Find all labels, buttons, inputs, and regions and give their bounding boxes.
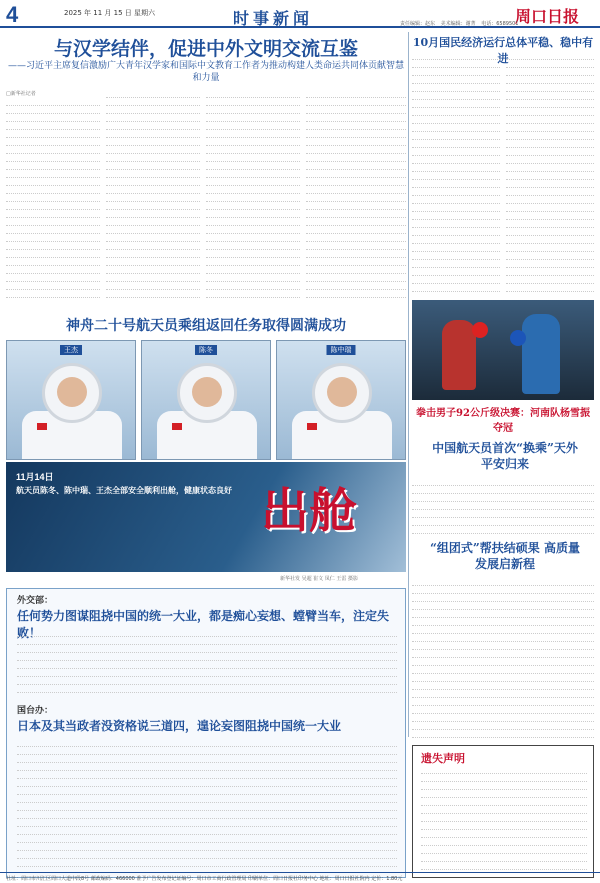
astronaut-name: 王杰	[60, 345, 82, 355]
column-divider	[408, 32, 409, 737]
astronaut-photo	[276, 340, 406, 460]
photo-credit: 新华社发 吴超 崔文 凤仁 王雷 摄影	[280, 576, 358, 582]
editor-line: 电话：6589501	[481, 21, 519, 27]
astronaut-name: 陈中瑞	[327, 345, 356, 355]
astronaut-photo	[141, 340, 271, 460]
econ-headline: 10月国民经济运行总体平稳、稳中有进	[412, 36, 594, 65]
masthead	[0, 0, 600, 28]
glove	[510, 330, 526, 346]
astronaut-name: 陈冬	[195, 345, 217, 355]
flag-icon	[37, 423, 47, 430]
econ-article-col	[412, 52, 500, 292]
lost-notice-list	[421, 766, 587, 874]
editor-line: 美术编辑：谢菁	[440, 21, 476, 27]
paper-logo: 周口日报	[515, 7, 580, 26]
photo-date: 11月14日	[16, 472, 54, 482]
face	[327, 377, 357, 407]
tao-label: 国台办：	[17, 706, 54, 716]
econ-article-col	[506, 52, 594, 292]
editor-line: 责任编辑：赵东	[400, 21, 436, 27]
space-headline: 中国航天员首次“换乘”天外平安归来	[432, 441, 578, 471]
lost-notice-title: 遗失声明	[421, 752, 465, 765]
editor-info	[400, 20, 523, 27]
boxer-blue	[522, 314, 560, 394]
page-footer: 社址：周口市川汇区周口大道中段8号 邮政编码：466000 准予广告发布登记证编号：周口市工商行政管理局 印刷单位：周口日报社印务中心 地址：周口日报社院内 定价：1.80元	[0, 872, 600, 883]
boxer-red	[442, 320, 476, 390]
face	[57, 377, 87, 407]
lead-article-col	[6, 90, 100, 310]
lost-notice-box	[412, 745, 594, 878]
mfa-headline: 任何势力图谋阻挠中国的统一大业，都是痴心妄想、螳臂当车，注定失败！	[17, 609, 390, 640]
lead-article-col	[206, 90, 300, 310]
boxing-photo	[412, 300, 594, 400]
photo-story-headline: 神舟二十号航天员乘组返回任务取得圆满成功	[66, 318, 346, 334]
gov-headline: “组团式”帮扶结硕果 高质量发展启新程	[430, 541, 580, 571]
space-article	[412, 478, 594, 538]
page-number: 4	[6, 2, 19, 27]
mfa-article	[17, 629, 397, 699]
section-title: 时事新闻	[233, 9, 314, 28]
mfa-label: 外交部：	[17, 596, 54, 606]
tao-headline: 日本及其当政者没资格说三道四，遑论妄图阻挠中国统一大业	[17, 719, 342, 733]
flag-icon	[172, 423, 182, 430]
flag-icon	[307, 423, 317, 430]
lead-article-col	[306, 90, 406, 310]
photo-big-word: 出舱	[261, 483, 358, 539]
gov-article	[412, 578, 594, 738]
astronaut-photo	[6, 340, 136, 460]
byline: □新华社记者	[6, 91, 36, 97]
lead-subtitle: ——习近平主席复信激励广大青年汉学家和国际中文教育工作者为推动构建人类命运共同体贡献智慧和力量	[7, 61, 404, 83]
tao-article	[17, 739, 397, 874]
boxing-headline: 拳击男子92公斤级决赛：河南队杨雪振夺冠	[416, 408, 590, 434]
lead-article-col	[106, 90, 200, 310]
lead-headline: 与汉学结伴，促进中外文明交流互鉴	[53, 38, 358, 60]
face	[192, 377, 222, 407]
issue-date: 2025 年 11 月 15 日 星期六	[64, 9, 155, 17]
glove	[472, 322, 488, 338]
foreign-affairs-box	[6, 588, 406, 878]
photo-caption: 航天员陈冬、陈中瑞、王杰全部安全顺利出舱，健康状态良好	[16, 485, 232, 495]
capsule-photo	[6, 462, 406, 572]
